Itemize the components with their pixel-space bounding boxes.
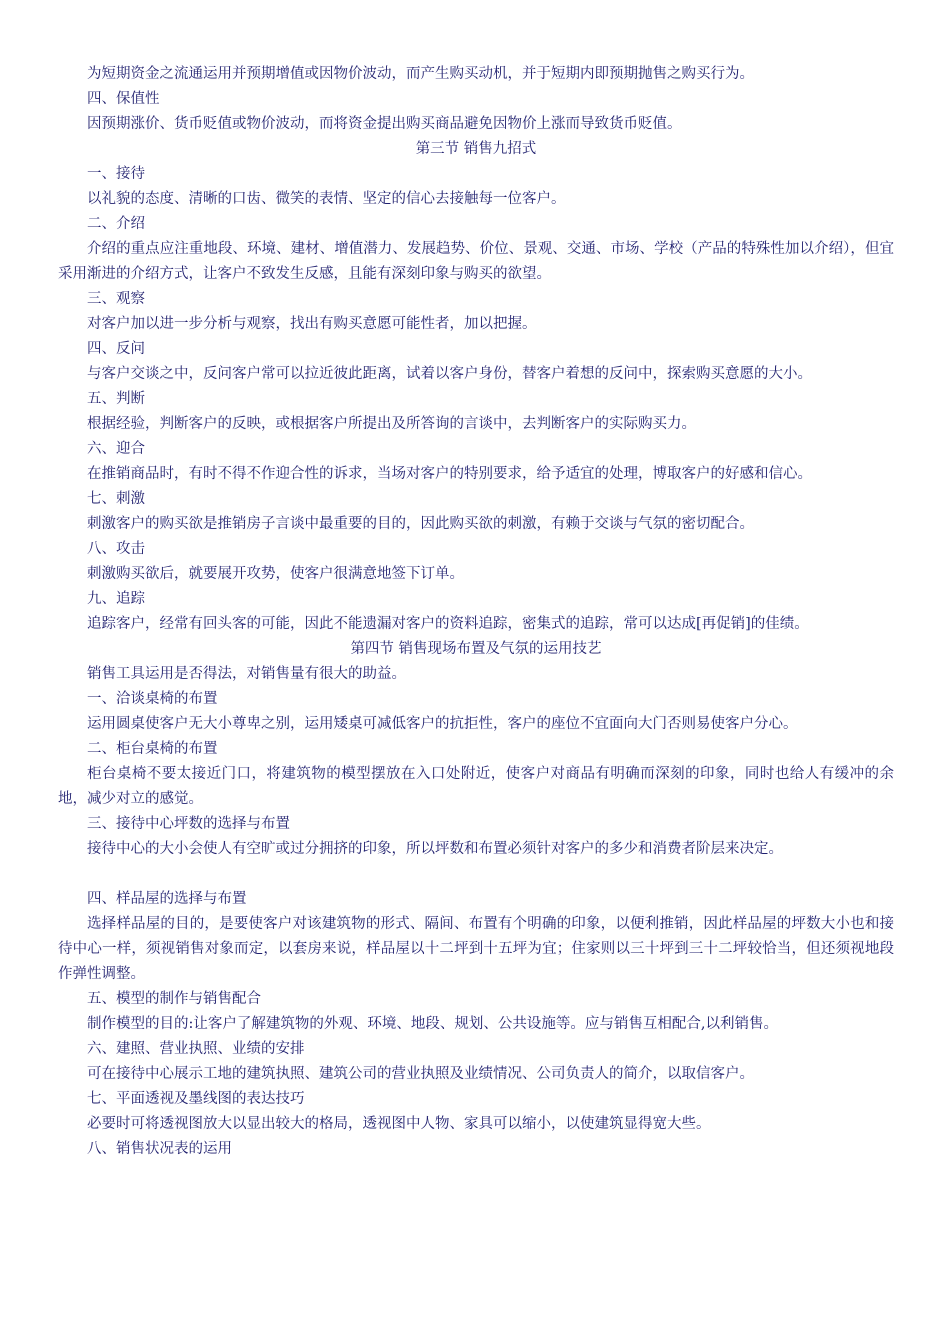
paragraph-stimulation: 刺激客户的购买欲是推销房子言谈中最重要的目的，因此购买欲的刺激，有赖于交谈与气氛的密切配合。 [87, 516, 754, 532]
paragraph-speculative-purchase: 为短期资金之流通运用并预期增值或因物价波动，而产生购买动机，并于短期内即预期抛售之购买行为。 [87, 66, 754, 82]
item-heading-reception-center: 三、接待中心坪数的选择与布置 [87, 816, 290, 832]
paragraph-scale-model: 制作模型的目的:让客户了解建筑物的外观、环境、地段、规划、公共设施等。应与销售互相配合,以利销售。 [87, 1016, 778, 1032]
paragraph-sales-tools-intro: 销售工具运用是否得法，对销售量有很大的助益。 [87, 666, 406, 682]
blank-line [58, 862, 894, 887]
section-title-sales-nine-moves: 第三节 销售九招式 [415, 141, 537, 157]
item-heading-negotiation-tables: 一、洽谈桌椅的布置 [87, 691, 218, 707]
paragraph-counter-tables: 柜台桌椅不要太接近门口，将建筑物的模型摆放在入口处附近，使客户对商品有明确而深刻的印象，同时也给人有缓冲的余地，减少对立的感觉。 [58, 766, 894, 807]
item-heading-judgement: 五、判断 [87, 391, 145, 407]
item-heading-model-unit: 四、样品屋的选择与布置 [87, 891, 247, 907]
item-heading-accommodation: 六、迎合 [87, 441, 145, 457]
paragraph-introduction: 介绍的重点应注重地段、环境、建材、增值潜力、发展趋势、价位、景观、交通、市场、学校（产品的特殊性加以介绍），但宜采用渐进的介绍方式，让客户不致发生反感，且能有深刻印象与购买的欲望。 [58, 241, 894, 282]
paragraph-offensive: 刺激购买欲后，就要展开攻势，使客户很满意地签下订单。 [87, 566, 464, 582]
paragraph-accommodation: 在推销商品时，有时不得不作迎合性的诉求，当场对客户的特别要求，给予适宜的处理，博取客户的好感和信心。 [87, 466, 812, 482]
item-heading-follow-up: 九、追踪 [87, 591, 145, 607]
paragraph-reception-center: 接待中心的大小会使人有空旷或过分拥挤的印象，所以坪数和布置必须针对客户的多少和消费者阶层来决定。 [87, 841, 783, 857]
item-heading-observation: 三、观察 [87, 291, 145, 307]
document-page [58, 62, 894, 1162]
item-heading-counter-tables: 二、柜台桌椅的布置 [87, 741, 218, 757]
item-heading-scale-model: 五、模型的制作与销售配合 [87, 991, 261, 1007]
item-heading-reception: 一、接待 [87, 166, 145, 182]
item-heading-stimulation: 七、刺激 [87, 491, 145, 507]
paragraph-value-preservation: 因预期涨价、货币贬值或物价波动，而将资金提出购买商品避免因物价上涨而导致货币贬值。 [87, 116, 682, 132]
paragraph-perspective-drawings: 必要时可将透视图放大以显出较大的格局，透视图中人物、家具可以缩小，以使建筑显得宽大些。 [87, 1116, 711, 1132]
paragraph-follow-up: 追踪客户，经常有回头客的可能，因此不能遗漏对客户的资料追踪，密集式的追踪，常可以达成[再促销]的佳绩。 [87, 616, 809, 632]
paragraph-observation: 对客户加以进一步分析与观察，找出有购买意愿可能性者，加以把握。 [87, 316, 537, 332]
item-heading-offensive: 八、攻击 [87, 541, 145, 557]
paragraph-licenses: 可在接待中心展示工地的建筑执照、建筑公司的营业执照及业绩情况、公司负责人的简介，以取信客户。 [87, 1066, 754, 1082]
item-heading-counter-question: 四、反问 [87, 341, 145, 357]
item-heading-perspective-drawings: 七、平面透视及墨线图的表达技巧 [87, 1091, 305, 1107]
item-heading-value-preservation: 四、保值性 [87, 91, 160, 107]
paragraph-reception: 以礼貌的态度、清晰的口齿、微笑的表情、坚定的信心去接触每一位客户。 [87, 191, 566, 207]
paragraph-model-unit: 选择样品屋的目的，是要使客户对该建筑物的形式、隔间、布置有个明确的印象，以便利推销，因此样品屋的坪数大小也和接待中心一样，须视销售对象而定，以套房来说，样品屋以十二坪到十五坪为宜；住家则以三十坪到三十二坪较恰当，但还须视地段作弹性调整。 [58, 916, 894, 982]
item-heading-introduction: 二、介绍 [87, 216, 145, 232]
item-heading-sales-status-table: 八、销售状况表的运用 [87, 1141, 232, 1157]
paragraph-counter-question: 与客户交谈之中，反问客户常可以拉近彼此距离，试着以客户身份，替客户着想的反问中，探索购买意愿的大小。 [87, 366, 812, 382]
item-heading-licenses: 六、建照、营业执照、业绩的安排 [87, 1041, 305, 1057]
paragraph-negotiation-tables: 运用圆桌使客户无大小尊卑之别，运用矮桌可减低客户的抗拒性，客户的座位不宜面向大门否则易使客户分心。 [87, 716, 798, 732]
paragraph-judgement: 根据经验，判断客户的反映，或根据客户所提出及所答询的言谈中，去判断客户的实际购买力。 [87, 416, 696, 432]
section-title-sales-site-layout: 第四节 销售现场布置及气氛的运用技艺 [350, 641, 602, 657]
